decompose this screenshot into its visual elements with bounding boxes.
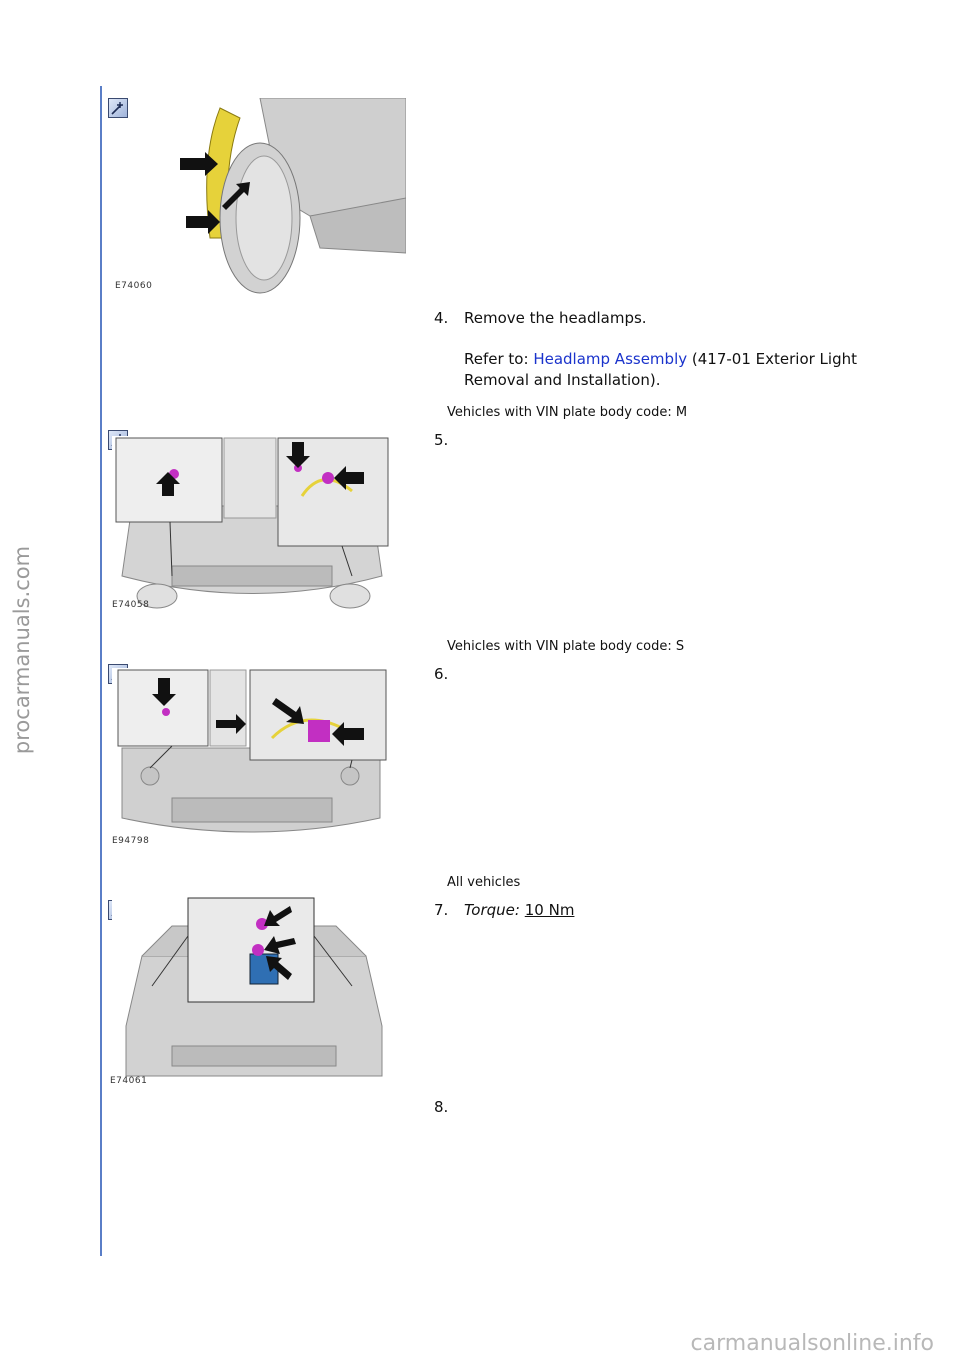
left-rule-line — [100, 86, 102, 1256]
refer-to-line — [464, 350, 874, 368]
side-watermark-text: procarmanuals.com — [10, 545, 34, 755]
step-qualifier: Vehicles with VIN plate body code: M — [447, 405, 688, 420]
figure-code: E94798 — [112, 836, 150, 846]
torque-spec — [464, 901, 574, 919]
step-number: 7. — [434, 901, 449, 919]
figure-code: E74058 — [112, 600, 150, 610]
step-qualifier: All vehicles — [447, 875, 521, 890]
torque-label: Torque: — [464, 901, 520, 919]
step-qualifier: Vehicles with VIN plate body code: S — [447, 639, 685, 654]
torque-value[interactable]: 10 Nm — [524, 901, 575, 919]
zoom-icon[interactable] — [108, 98, 128, 118]
refer-suffix-line2: Removal and Installation). — [464, 371, 661, 389]
headlamp-assembly-link[interactable]: Headlamp Assembly — [533, 350, 688, 368]
step-number: 6. — [434, 665, 449, 683]
refer-suffix: (417-01 Exterior Light — [691, 350, 857, 368]
figure-code: E74060 — [115, 281, 153, 291]
refer-prefix: Refer to: — [464, 350, 529, 368]
step-number: 4. — [434, 309, 449, 327]
figure-bumper-m — [112, 436, 392, 612]
bottom-watermark: carmanualsonline.info — [690, 1331, 934, 1356]
figure-wheel-arch-liner — [160, 98, 406, 294]
side-watermark — [0, 520, 44, 780]
figure-front-module — [112, 896, 396, 1088]
step-text: Remove the headlamps. — [464, 309, 647, 327]
step-number: 5. — [434, 431, 449, 449]
figure-code: E74061 — [110, 1076, 148, 1086]
step-number: 8. — [434, 1098, 449, 1116]
figure-bumper-s — [112, 668, 390, 846]
